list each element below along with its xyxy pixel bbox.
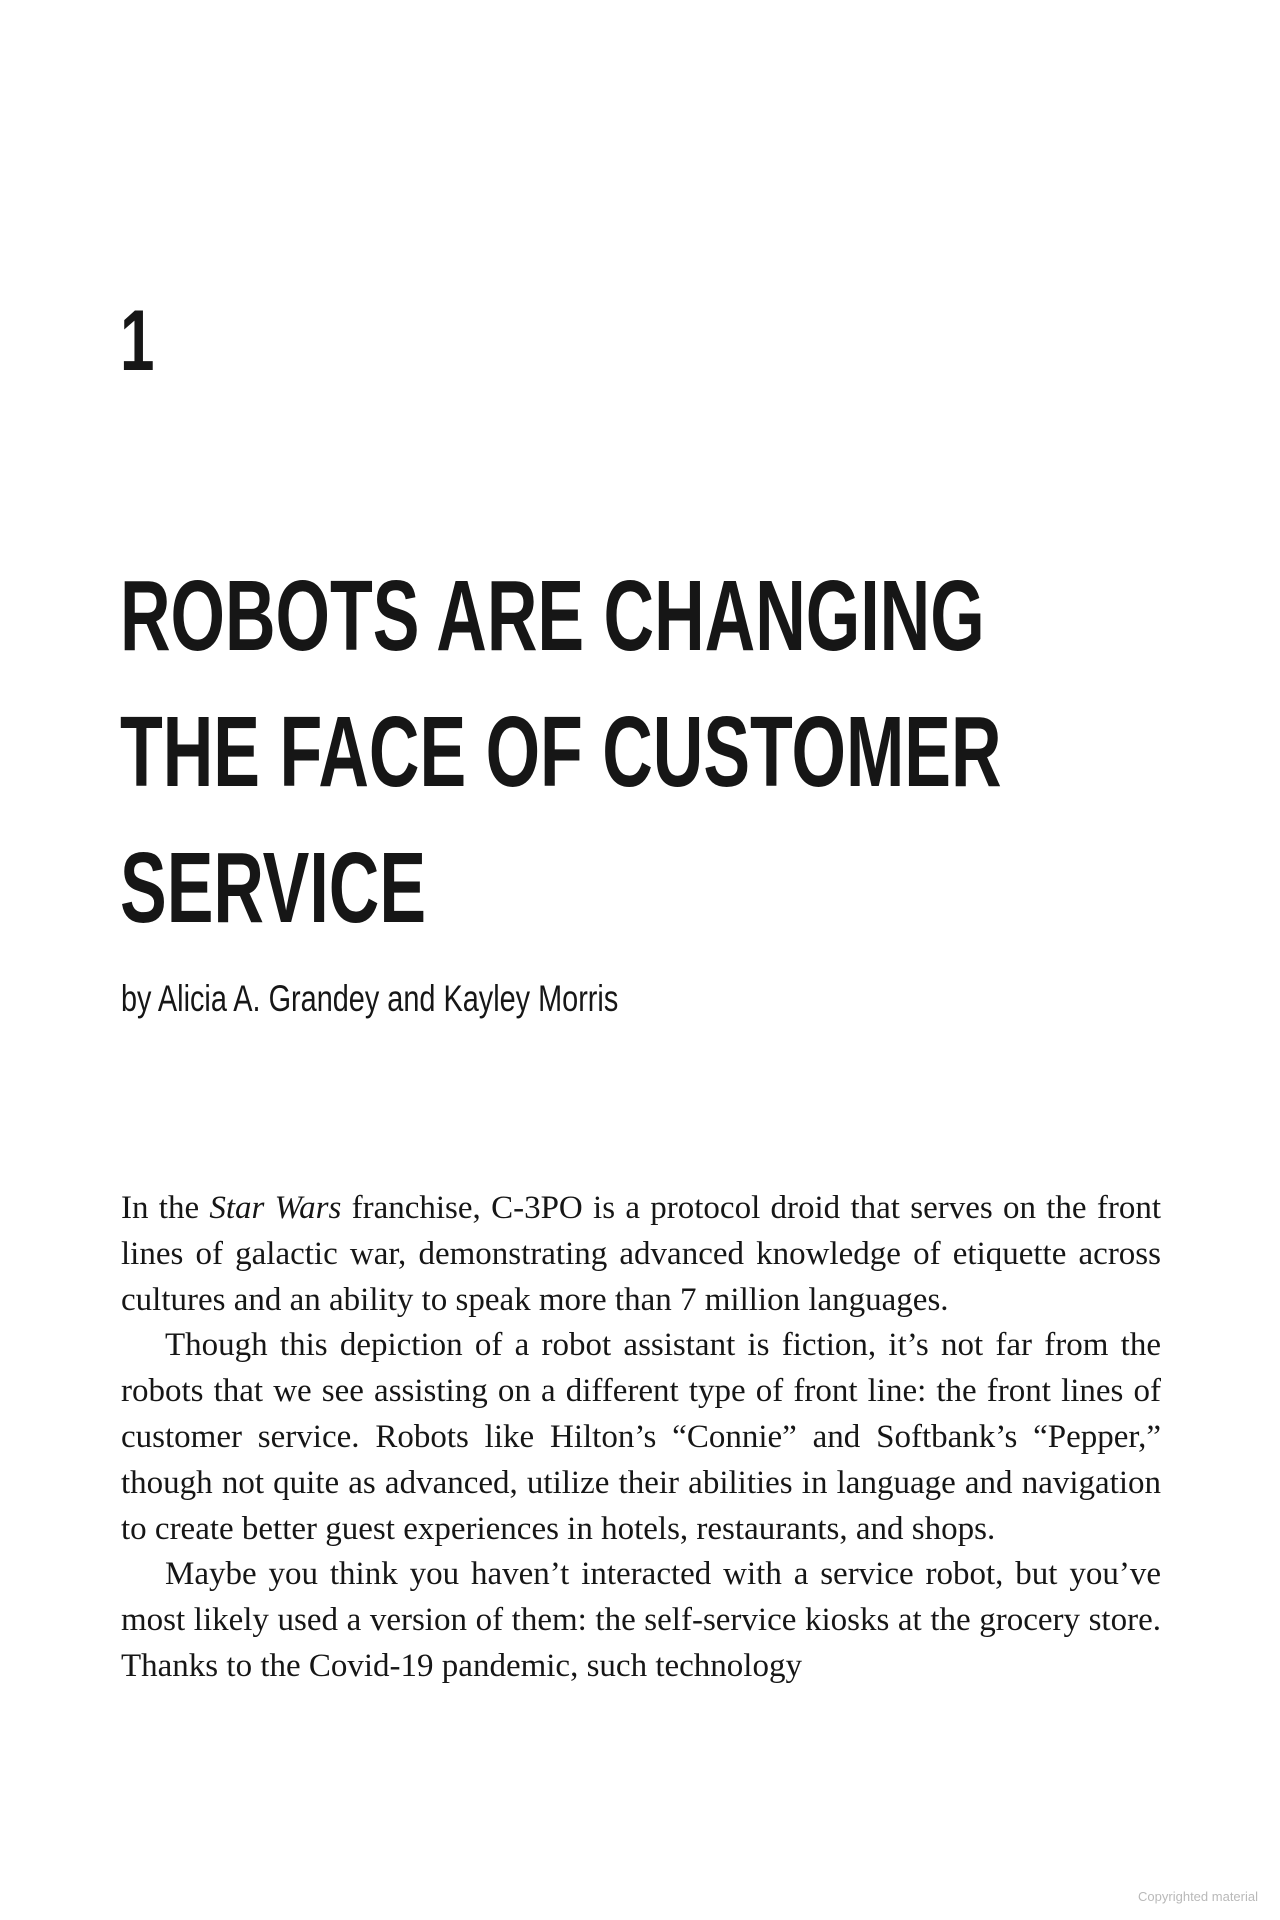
chapter-title-line-1: ROBOTS ARE CHANGING	[120, 560, 985, 672]
chapter-title	[120, 548, 1002, 956]
author-byline: by Alicia A. Grandey and Kayley Morris	[121, 978, 619, 1019]
chapter-title-line-2: THE FACE OF CUSTOMER	[120, 696, 1002, 808]
chapter-title-line-3: SERVICE	[120, 832, 427, 944]
paragraph-1-start: In the	[121, 1190, 210, 1226]
copyright-note: Copyrighted material	[1138, 1889, 1258, 1904]
paragraph-1-rest: franchise, C-3PO is a protocol droid that serves on the front lines of galactic war, demonstrating advanced knowledge of etiquette across cultures and an ability to speak more than 7 million languages.	[121, 1190, 1162, 1318]
work-title-italic: Star Wars	[209, 1190, 342, 1226]
paragraph-3: Maybe you think you haven’t interacted with a service robot, but you’ve most likely used a version of them: the self-service kiosks at the grocery store. Thanks to the Covid-19 pandemic, such technology	[121, 1556, 1161, 1684]
paragraph-2: Though this depiction of a robot assistant is fiction, it’s not far from the robots that we see assisting on a different type of front line: the front lines of customer service. Robots like Hilton’s “Connie” and Softbank’s “Pepper,” though not quite as advanced, utilize their abilities in language and navigation to create better guest experiences in hotels, restaurants, and shops.	[121, 1327, 1161, 1547]
paragraph-1	[121, 1186, 1161, 1323]
body-text	[121, 1186, 1161, 1690]
chapter-number: 1	[120, 293, 155, 389]
